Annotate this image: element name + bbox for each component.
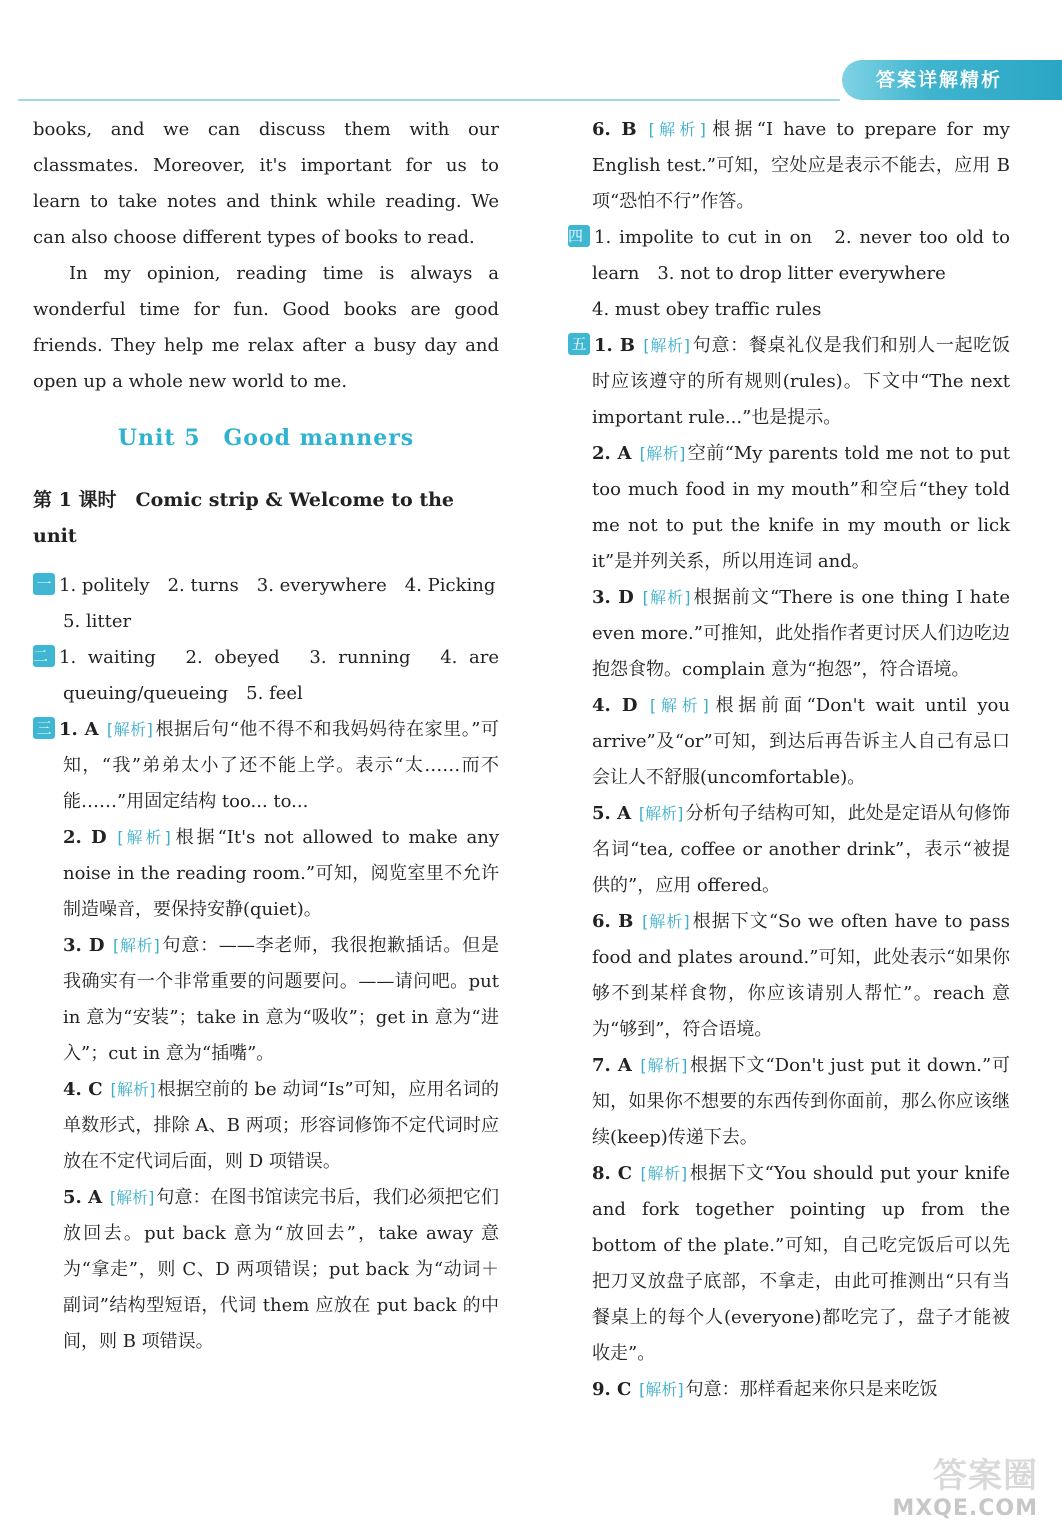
- answer-number: 6. B: [592, 119, 637, 140]
- analysis-tag: [解析]: [648, 120, 706, 139]
- section-3: [33, 712, 499, 1360]
- analysis-tag: [解析]: [110, 1080, 156, 1099]
- answer-number: 7. A: [592, 1055, 632, 1076]
- analysis-tag: [解析]: [640, 1164, 688, 1183]
- answer-explanation: 根据后句“他不得不和我妈妈待在家里。”可知，“我”弟弟太小了还不能上学。表示“太……而不能……”用固定结构 too... to...: [63, 719, 499, 812]
- section-5: [568, 328, 1010, 1408]
- essay-paragraph-2: In my opinion, reading time is always a wonderful time for fun. Good books are good friends. They help me relax after a busy day and open up a whole new world to me.: [33, 263, 499, 392]
- analysis-tag: [解析]: [638, 804, 684, 823]
- answer-explanation: 根据前文“There is one thing I hate even more.”可推知，此处指作者更讨厌人们边吃边抱怨食物。complain 意为“抱怨”，符合语境。: [592, 587, 1010, 680]
- answer-number: 9. C: [592, 1379, 632, 1400]
- unit-title: Unit 5 Good manners: [117, 425, 415, 451]
- answer-item: [571, 328, 1010, 436]
- answer-explanation: 根据下文“Don't just put it down.”可知，如果你不想要的东西传到你面前，那么你应该继续(keep)传递下去。: [592, 1055, 1010, 1148]
- section-badge-4: 四: [568, 225, 590, 247]
- answer-number: 6. B: [592, 911, 634, 932]
- answer-number: 1. A: [59, 719, 99, 740]
- answer-explanation: 根据下文“So we often have to pass food and plates around.”可知，此处表示“如果你够不到某样食物，你应该请别人帮忙”。reach 意为“够到”，符合语境。: [592, 911, 1010, 1040]
- answer-item: [592, 796, 1010, 904]
- answer-explanation: 根据“I have to prepare for my English test.”可知，空处应是表示不能去，应用 B 项“恐怕不行”作答。: [592, 119, 1010, 212]
- section-4-text: 1. impolite to cut in on 2. never too old to learn 3. not to drop litter everywhere: [592, 227, 1010, 284]
- analysis-tag: [解析]: [642, 912, 690, 931]
- answer-item: [592, 436, 1010, 580]
- answer-item: [63, 928, 499, 1072]
- answer-explanation: 根据空前的 be 动词“Is”可知，应用名词的单数形式，排除 A、B 两项；形容词修饰不定代词时应放在不定代词后面，则 D 项错误。: [63, 1079, 499, 1172]
- answer-item: [63, 1072, 499, 1180]
- answer-explanation: 句意：那样看起来你只是来吃饭: [685, 1379, 938, 1400]
- answer-item: [592, 1372, 1010, 1408]
- section-badge-1: 一: [33, 573, 55, 595]
- answer-item: [592, 580, 1010, 688]
- answer-number: 1. B: [594, 335, 635, 356]
- section-1-line-2: 5. litter: [63, 611, 132, 632]
- section-badge-3: 三: [33, 717, 55, 739]
- left-column: [33, 112, 499, 1360]
- analysis-tag: [解析]: [106, 720, 153, 739]
- answer-item: [63, 820, 499, 928]
- analysis-tag: [解析]: [117, 828, 171, 847]
- answer-item: [592, 1156, 1010, 1372]
- answer-explanation: 句意：餐桌礼仪是我们和别人一起吃饭时应该遵守的所有规则(rules)。下文中“The next important rule...”也是提示。: [592, 335, 1010, 428]
- answer-number: 2. D: [63, 827, 107, 848]
- answer-item: [592, 1048, 1010, 1156]
- answer-number: 4. C: [63, 1079, 103, 1100]
- analysis-tag: [解析]: [643, 336, 691, 355]
- answer-number: 2. A: [592, 443, 632, 464]
- section-1-line-1: 1. politely 2. turns 3. everywhere 4. Picking: [59, 575, 496, 596]
- answer-item: [592, 688, 1010, 796]
- answer-item: [592, 904, 1010, 1048]
- answer-item: [568, 112, 1010, 220]
- analysis-tag: [解析]: [649, 696, 709, 715]
- answer-explanation: 分析句子结构可知，此处是定语从句修饰名词“tea, coffee or another drink”，表示“被提供的”，应用 offered。: [592, 803, 1010, 896]
- answer-number: 3. D: [592, 587, 634, 608]
- section-4-line-2: 4. must obey traffic rules: [592, 299, 822, 320]
- analysis-tag: [解析]: [112, 936, 160, 955]
- analysis-tag: [解析]: [639, 444, 686, 463]
- answer-number: 3. D: [63, 935, 105, 956]
- answer-explanation: 空前“My parents told me not to put too much food in my mouth”和空后“they told me not to put the knife in my mouth or lick it”是并列关系，所以用连词 and。: [592, 443, 1010, 572]
- essay-paragraph-1: books, and we can discuss them with our classmates. Moreover, it's important for us to learn to take notes and think while reading. We can also choose different types of books to read.: [33, 119, 499, 248]
- analysis-tag: [解析]: [640, 1056, 688, 1075]
- answer-explanation: 句意：在图书馆读完书后，我们必须把它们放回去。put back 意为“放回去”，take away 意为“拿走”，则 C、D 两项错误；put back 为“动词＋副词”结构型短语，代词 them 应放在 put back 的中间，则 B 项错误。: [63, 1187, 499, 1352]
- section-2-text: 1. waiting 2. obeyed 3. running 4. are queuing/queueing 5. feel: [59, 647, 499, 704]
- answer-number: 5. A: [592, 803, 632, 824]
- section-4: [568, 220, 1010, 328]
- analysis-tag: [解析]: [109, 1188, 155, 1207]
- answer-number: 4. D: [592, 695, 638, 716]
- section-1: [33, 568, 499, 640]
- lesson-title: 第 1 课时 Comic strip & Welcome to the unit: [33, 489, 455, 547]
- watermark-url: MXQE.COM: [892, 1496, 1038, 1521]
- answer-item: [63, 1180, 499, 1360]
- answer-item: [36, 712, 499, 820]
- answer-explanation: 根据前面“Don't wait until you arrive”及“or”可知，到达后再告诉主人自己有忌口会让人不舒服(uncomfortable)。: [592, 695, 1010, 788]
- analysis-tag: [解析]: [642, 588, 691, 607]
- answer-number: 5. A: [63, 1187, 103, 1208]
- right-column: [568, 112, 1010, 1408]
- section-badge-5: 五: [568, 333, 590, 355]
- header-rule: [18, 99, 840, 101]
- answer-number: 8. C: [592, 1163, 633, 1184]
- answer-explanation: 根据下文“You should put your knife and fork together pointing up from the bottom of the plate.”可知，自己吃完饭后可以先把刀叉放盘子底部，不拿走，由此可推测出“只有当餐桌上的每个人(everyone)都吃完了，盘子才能被收走”。: [592, 1163, 1010, 1364]
- section-badge-2: 二: [33, 645, 55, 667]
- header-banner: 答案详解精析: [842, 60, 1062, 100]
- answer-explanation: 句意：——李老师，我很抱歉插话。但是我确实有一个非常重要的问题要问。——请问吧。put in 意为“安装”；take in 意为“吸收”；get in 意为“进入”；cut in 意为“插嘴”。: [63, 935, 499, 1064]
- section-2: [33, 640, 499, 712]
- watermark-text: 答案圈: [933, 1456, 1038, 1496]
- watermark-logo: [888, 1456, 1038, 1526]
- answer-explanation: 根据“It's not allowed to make any noise in the reading room.”可知，阅览室里不允许制造噪音，要保持安静(quiet)。: [63, 827, 499, 920]
- analysis-tag: [解析]: [639, 1380, 684, 1399]
